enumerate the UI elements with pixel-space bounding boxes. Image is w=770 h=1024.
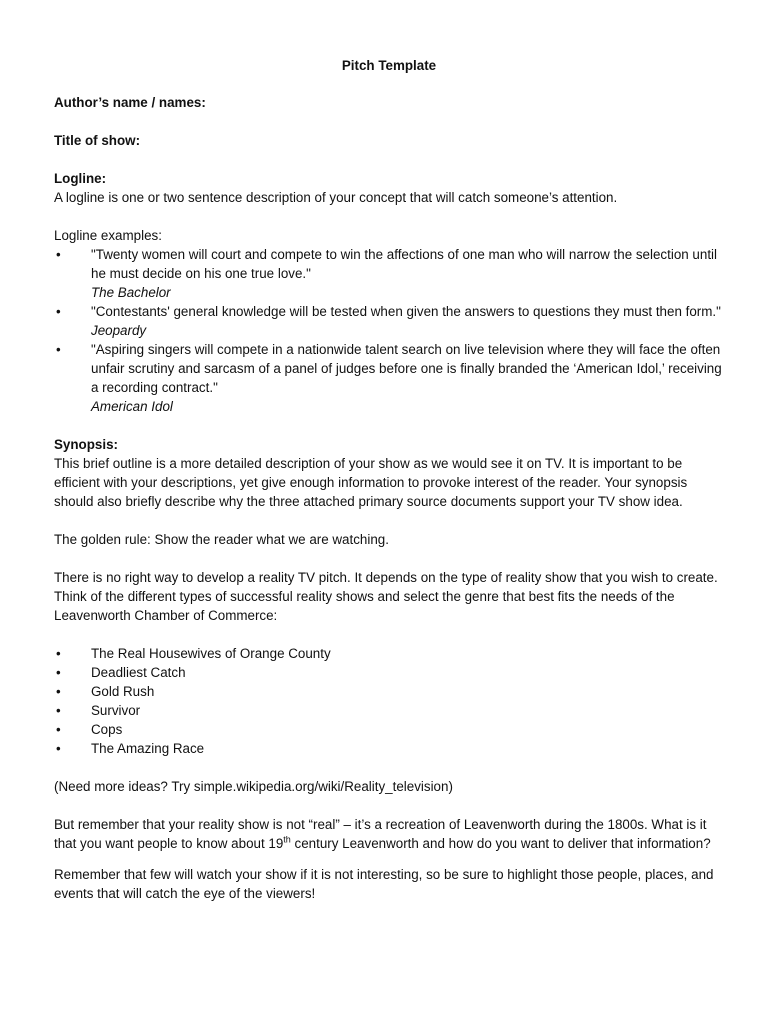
list-item [54,682,724,701]
remember-real-text [54,815,724,853]
logline-example [54,302,724,340]
show-name: The Real Housewives of Orange County [91,646,331,661]
remember-interesting-text: Remember that few will watch your show if it is not interesting, so be sure to highlight those people, places, and events that will catch the eye of the viewers! [54,867,714,901]
logline-example-source: The Bachelor [91,285,171,300]
synopsis-heading: Synopsis: [54,437,118,452]
list-item [54,739,724,758]
show-title-label: Title of show: [54,133,141,148]
list-item [54,663,724,682]
author-label: Author’s name / names: [54,95,206,110]
bullet-icon: • [56,703,61,718]
golden-rule-text: The golden rule: Show the reader what we are watching. [54,532,389,547]
logline-example-quote: "Aspiring singers will compete in a nationwide talent search on live television where they will face the often unfair scrutiny and sarcasm of a panel of judges before one is finally branded the ‘American Idol,’ receiving a recording contract." [91,342,722,395]
list-item [54,644,724,663]
list-item [54,701,724,720]
logline-heading: Logline: [54,171,107,186]
reality-shows-list [54,644,724,758]
show-name: Cops [91,722,123,737]
logline-example-quote: "Contestants' general knowledge will be tested when given the answers to questions they must then form." [91,304,721,319]
bullet-icon: • [56,741,61,756]
logline-description: A logline is one or two sentence description of your concept that will catch someone’s attention. [54,190,618,205]
logline-examples-list [54,245,724,416]
show-name: Gold Rush [91,684,155,699]
synopsis-description: This brief outline is a more detailed description of your show as we would see it on TV. It is important to be efficient with your descriptions, yet give enough information to provoke interest of the reader. Your synopsis should also briefly describe why the three attached primary source documents support your TV show idea. [54,456,688,509]
bullet-icon: • [56,665,61,680]
document-title: Pitch Template [341,58,437,73]
bullet-icon: • [56,342,61,357]
bullet-icon: • [56,722,61,737]
logline-example [54,340,724,416]
bullet-icon: • [56,646,61,661]
remember-real-part1: But remember that your reality show is not “real” – it’s a recreation of Leavenworth during the 1800s. What is it that you want people to know about 19 [54,817,707,851]
remember-real-part2: century Leavenworth and how do you want to deliver that information? [290,836,711,851]
document-page [54,56,724,903]
logline-examples-label: Logline examples: [54,228,162,243]
logline-example-source: American Idol [91,399,173,414]
show-name: Deadliest Catch [91,665,186,680]
show-name: Survivor [91,703,141,718]
more-ideas-text: (Need more ideas? Try simple.wikipedia.org/wiki/Reality_television) [54,779,453,794]
bullet-icon: • [56,684,61,699]
list-item [54,720,724,739]
logline-example-source: Jeopardy [91,323,147,338]
bullet-icon: • [56,247,61,262]
ordinal-superscript: th [283,834,291,845]
no-right-way-text: There is no right way to develop a reality TV pitch. It depends on the type of reality show that you wish to create. Think of the different types of successful reality shows and select the genre that best fits the needs of the Leavenworth Chamber of Commerce: [54,570,718,623]
show-name: The Amazing Race [91,741,205,756]
bullet-icon: • [56,304,61,319]
logline-example [54,245,724,302]
logline-example-quote: "Twenty women will court and compete to win the affections of one man who will narrow the selection until he must decide on his one true love." [91,247,717,281]
